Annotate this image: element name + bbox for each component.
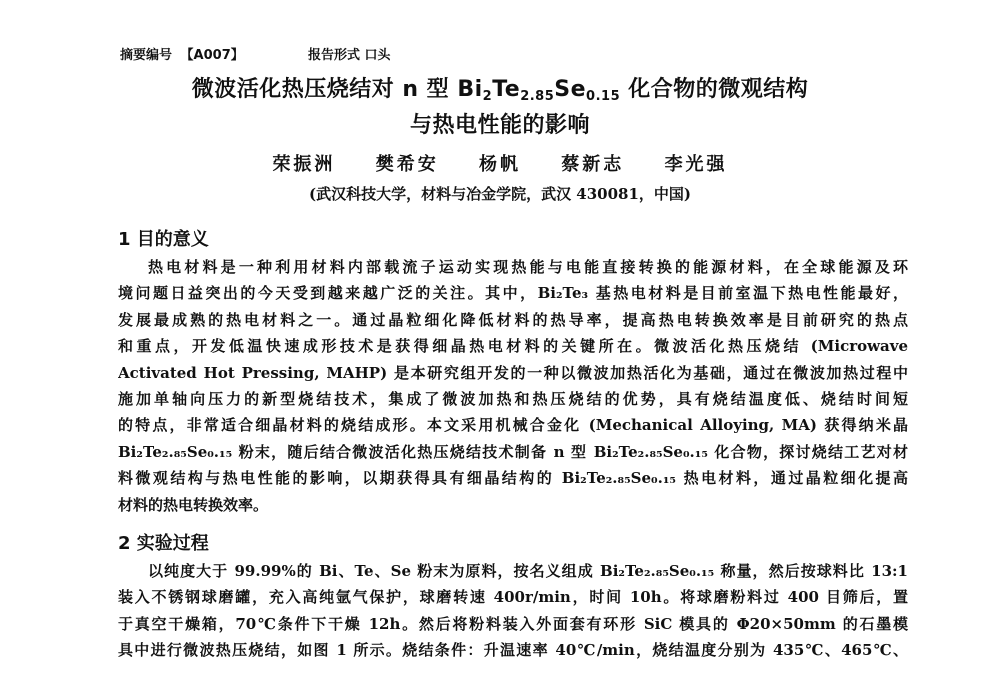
section-body-purpose	[118, 254, 908, 518]
title-prefix: 微波活化热压烧结对 n 型	[191, 77, 458, 102]
formula-bi-sub: 2	[482, 89, 493, 104]
text-line: 施加单轴向压力的新型烧结技术，集成了微波加热和热压烧结的优势，具有烧结温度低、烧结时间短	[118, 390, 908, 409]
text-line: Bi₂Te₂.₈₅Se₀.₁₅ 粉末，随后结合微波活化热压烧结技术制备 n 型 Bi₂Te₂.₈₅Se₀.₁₅ 化合物，探讨烧结工艺对材	[118, 442, 908, 461]
text-line: 热电材料是一种利用材料内部载流子运动实现热能与电能直接转换的能源材料，在全球能源及环	[148, 258, 908, 276]
text-line: 境问题日益突出的今天受到越来越广泛的关注。其中，Bi₂Te₃ 基热电材料是目前室温下热电性能最好，	[118, 284, 908, 303]
paper-title-line1	[0, 72, 1000, 104]
text-line: 材料的热电转换效率。	[118, 495, 269, 514]
report-form: 报告形式 口头	[308, 48, 391, 63]
formula-bi: Bi	[457, 77, 483, 102]
text-line: 具中进行微波热压烧结，如图 1 所示。烧结条件：升温速率 40℃/min，烧结温度分别为 435℃、465℃、	[118, 641, 908, 660]
section-body-experiment	[118, 558, 908, 664]
text-line: 于真空干燥箱，70℃条件下干燥 12h。然后将粉料装入外面套有环形 SiC 模具的 Φ20×50mm 的石墨模	[118, 614, 908, 633]
text-line: 以纯度大于 99.99%的 Bi、Te、Se 粉末为原料，按名义组成 Bi₂Te₂.₈₅Se₀.₁₅ 称量，然后按球料比 13:1	[148, 562, 908, 580]
formula-te: Te	[492, 77, 521, 102]
text-line: Activated Hot Pressing, MAHP) 是本研究组开发的一种以微波加热活化为基础，通过在微波加热过程中	[118, 363, 908, 382]
author: 荣振洲	[272, 154, 336, 175]
formula-te-sub: 2.85	[520, 89, 555, 104]
author: 蔡新志	[561, 154, 625, 175]
abstract-code-label: 摘要编号	[120, 48, 173, 63]
affiliation: (武汉科技大学，材料与冶金学院，武汉 430081，中国)	[308, 185, 692, 203]
formula-se-sub: 0.15	[586, 89, 621, 104]
author: 杨帆	[479, 154, 521, 175]
section-heading-purpose: 1 目的意义	[118, 229, 209, 250]
text-line: 的特点，非常适合细晶材料的烧结成形。本文采用机械合金化 (Mechanical Alloying, MA) 获得纳米晶	[118, 416, 908, 435]
paper-title-line2: 与热电性能的影响	[409, 113, 590, 138]
section-heading-experiment: 2 实验过程	[118, 533, 209, 554]
formula-se: Se	[554, 77, 587, 102]
author: 李光强	[664, 154, 728, 175]
author-list	[0, 150, 1000, 176]
title-suffix: 化合物的微观结构	[620, 77, 809, 102]
abstract-meta	[120, 44, 391, 63]
abstract-code: 【A007】	[180, 48, 244, 63]
author: 樊希安	[375, 154, 439, 175]
text-line: 装入不锈钢球磨罐，充入高纯氩气保护，球磨转速 400r/min，时间 10h。将球磨粉料过 400 目筛后，置	[118, 588, 908, 607]
text-line: 和重点，开发低温快速成形技术是获得细晶热电材料的关键所在。微波活化热压烧结 (Microwave	[118, 337, 908, 356]
text-line: 料微观结构与热电性能的影响，以期获得具有细晶结构的 Bi₂Te₂.₈₅Se₀.₁₅ 热电材料，通过晶粒细化提高	[118, 469, 908, 488]
text-line: 发展最成熟的热电材料之一。通过晶粒细化降低材料的热导率，提高热电转换效率是目前研究的热点	[118, 310, 908, 329]
